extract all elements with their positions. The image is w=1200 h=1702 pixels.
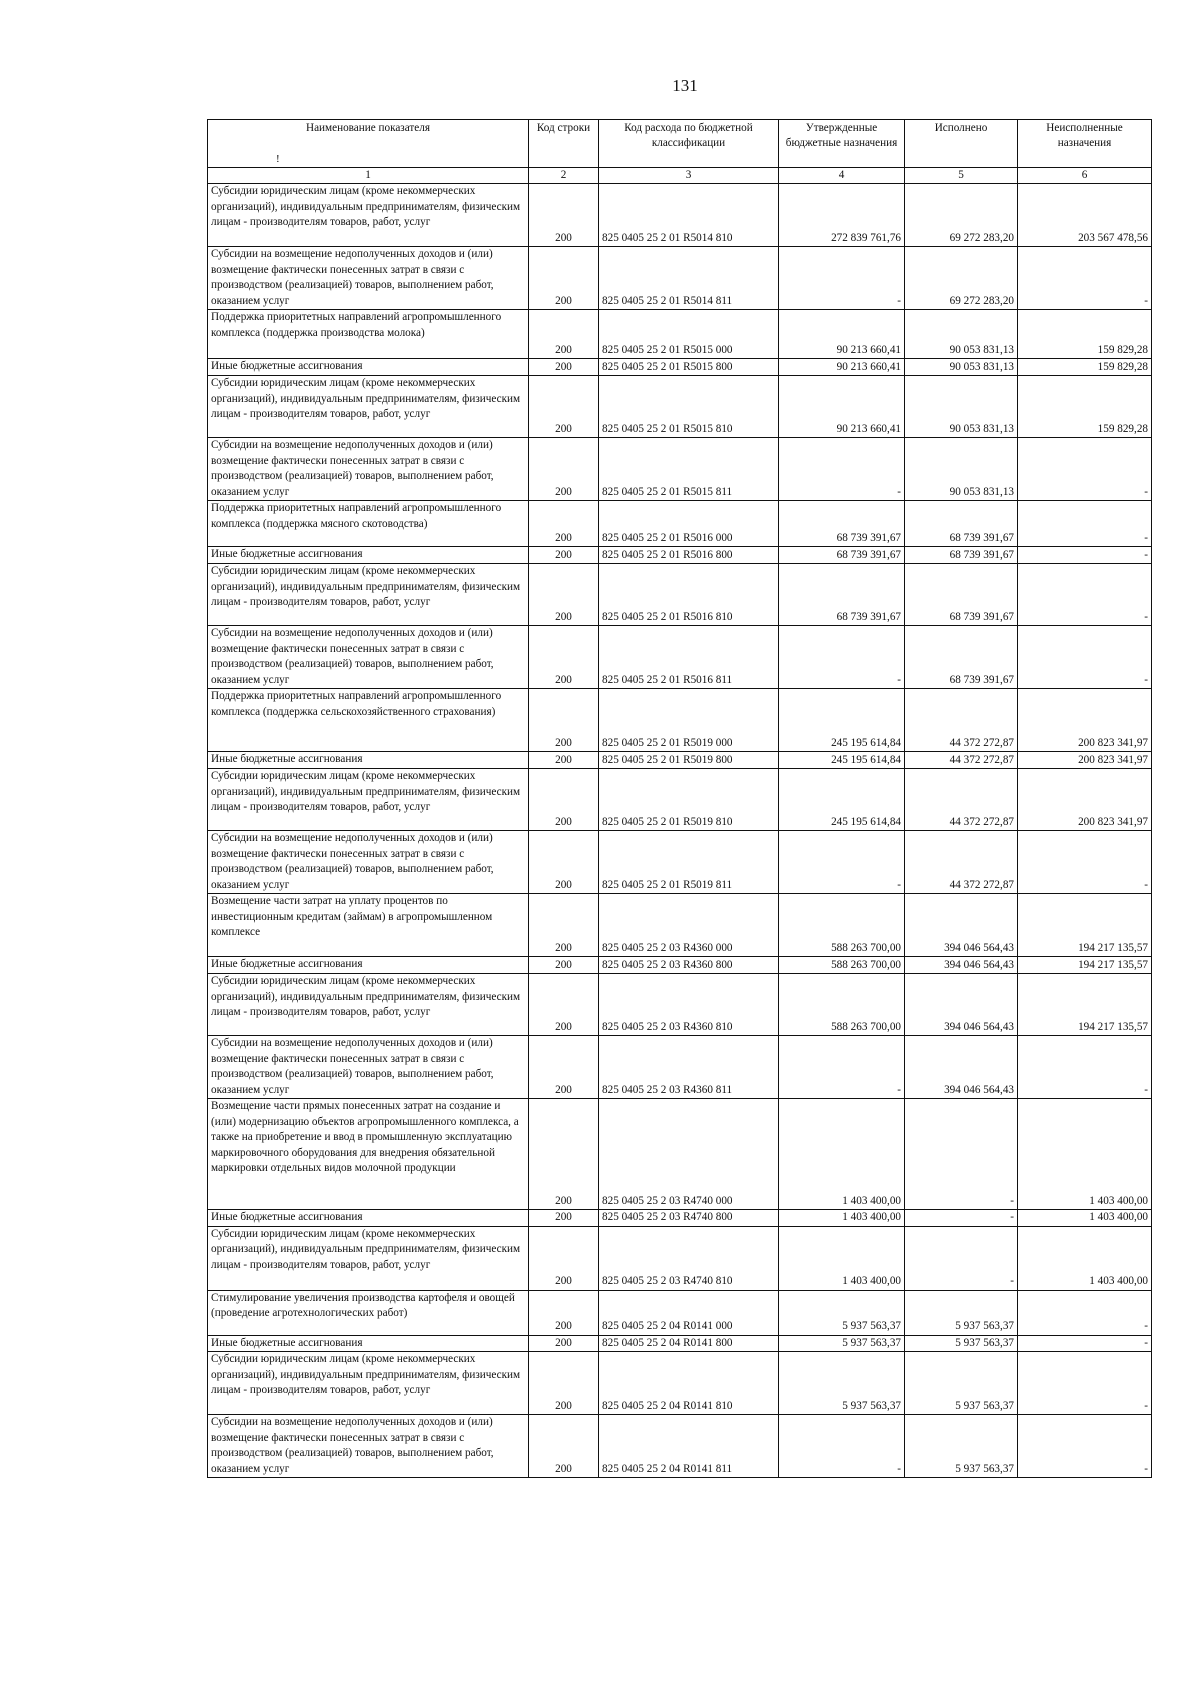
executed-amount-cell: 68 739 391,67 — [905, 626, 1018, 689]
indicator-name-cell: Иные бюджетные ассигнования — [208, 957, 529, 974]
table-row — [208, 359, 1152, 376]
line-code-cell: 200 — [529, 974, 599, 1036]
indicator-name-cell: Субсидии на возмещение недополученных доходов и (или) возмещение фактически понесенных затрат в связи с производством (реализацией) товаров, выполнением работ, оказанием услуг — [208, 438, 529, 501]
budget-code-cell: 825 0405 25 2 01 R5019 810 — [599, 769, 779, 831]
line-code-cell: 200 — [529, 626, 599, 689]
unexecuted-amount-cell: 194 217 135,57 — [1018, 957, 1152, 974]
approved-amount-cell: 588 263 700,00 — [779, 957, 905, 974]
line-code-cell: 200 — [529, 438, 599, 501]
budget-code-cell: 825 0405 25 2 03 R4740 800 — [599, 1210, 779, 1226]
executed-amount-cell: 394 046 564,43 — [905, 974, 1018, 1036]
approved-amount-cell: 5 937 563,37 — [779, 1290, 905, 1335]
budget-code-cell: 825 0405 25 2 03 R4740 810 — [599, 1226, 779, 1290]
table-row — [208, 957, 1152, 974]
unexecuted-amount-cell: 200 823 341,97 — [1018, 689, 1152, 752]
column-number: 3 — [599, 168, 779, 184]
table-row — [208, 1210, 1152, 1226]
approved-amount-cell: 90 213 660,41 — [779, 376, 905, 438]
indicator-name-cell: Возмещение части затрат на уплату процентов по инвестиционным кредитам (займам) в агропромышленном комплексе — [208, 894, 529, 957]
column-number: 4 — [779, 168, 905, 184]
approved-amount-cell: - — [779, 626, 905, 689]
executed-amount-cell: 90 053 831,13 — [905, 310, 1018, 359]
approved-amount-cell: 245 195 614,84 — [779, 689, 905, 752]
approved-amount-cell: 588 263 700,00 — [779, 974, 905, 1036]
approved-amount-cell: - — [779, 438, 905, 501]
approved-amount-cell: 5 937 563,37 — [779, 1335, 905, 1351]
line-code-cell: 200 — [529, 1290, 599, 1335]
executed-amount-cell: 44 372 272,87 — [905, 831, 1018, 894]
table-row — [208, 689, 1152, 752]
budget-code-cell: 825 0405 25 2 01 R5016 800 — [599, 547, 779, 564]
line-code-cell: 200 — [529, 184, 599, 247]
indicator-name-cell: Иные бюджетные ассигнования — [208, 752, 529, 769]
line-code-cell: 200 — [529, 689, 599, 752]
unexecuted-amount-cell: - — [1018, 1036, 1152, 1099]
executed-amount-cell: 5 937 563,37 — [905, 1352, 1018, 1415]
unexecuted-amount-cell: - — [1018, 1335, 1152, 1351]
indicator-name-cell: Поддержка приоритетных направлений агропромышленного комплекса (поддержка сельскохозяйственного страхования) — [208, 689, 529, 752]
budget-code-cell: 825 0405 25 2 04 R0141 000 — [599, 1290, 779, 1335]
unexecuted-amount-cell: - — [1018, 547, 1152, 564]
line-code-cell: 200 — [529, 957, 599, 974]
table-row — [208, 626, 1152, 689]
approved-amount-cell: 68 739 391,67 — [779, 501, 905, 547]
executed-amount-cell: 394 046 564,43 — [905, 1036, 1018, 1099]
executed-amount-cell: 44 372 272,87 — [905, 752, 1018, 769]
unexecuted-amount-cell: - — [1018, 1415, 1152, 1478]
indicator-name-cell: Субсидии на возмещение недополученных доходов и (или) возмещение фактически понесенных затрат в связи с производством (реализацией) товаров, выполнением работ, оказанием услуг — [208, 831, 529, 894]
approved-amount-cell: 245 195 614,84 — [779, 769, 905, 831]
unexecuted-amount-cell: 200 823 341,97 — [1018, 752, 1152, 769]
table-row — [208, 184, 1152, 247]
table-row — [208, 247, 1152, 310]
unexecuted-amount-cell: 1 403 400,00 — [1018, 1210, 1152, 1226]
budget-code-cell: 825 0405 25 2 01 R5016 811 — [599, 626, 779, 689]
line-code-cell: 200 — [529, 1335, 599, 1351]
executed-amount-cell: 69 272 283,20 — [905, 184, 1018, 247]
approved-amount-cell: 1 403 400,00 — [779, 1099, 905, 1210]
line-code-cell: 200 — [529, 564, 599, 626]
indicator-name-cell: Стимулирование увеличения производства картофеля и овощей (проведение агротехнологических работ) — [208, 1290, 529, 1335]
line-code-cell: 200 — [529, 310, 599, 359]
table-row — [208, 1352, 1152, 1415]
budget-code-cell: 825 0405 25 2 04 R0141 800 — [599, 1335, 779, 1351]
executed-amount-cell: 69 272 283,20 — [905, 247, 1018, 310]
header-unexecuted: Неисполненные назначения — [1018, 120, 1152, 168]
line-code-cell: 200 — [529, 1210, 599, 1226]
executed-amount-cell: - — [905, 1226, 1018, 1290]
line-code-cell: 200 — [529, 1226, 599, 1290]
budget-code-cell: 825 0405 25 2 04 R0141 811 — [599, 1415, 779, 1478]
line-code-cell: 200 — [529, 894, 599, 957]
budget-code-cell: 825 0405 25 2 01 R5016 810 — [599, 564, 779, 626]
line-code-cell: 200 — [529, 547, 599, 564]
indicator-name-cell: Субсидии на возмещение недополученных доходов и (или) возмещение фактически понесенных затрат в связи с производством (реализацией) товаров, выполнением работ, оказанием услуг — [208, 1415, 529, 1478]
unexecuted-amount-cell: 159 829,28 — [1018, 310, 1152, 359]
line-code-cell: 200 — [529, 1036, 599, 1099]
header-approved: Утвержденные бюджетные назначения — [779, 120, 905, 168]
header-tick-mark: ! — [276, 153, 280, 165]
approved-amount-cell: 1 403 400,00 — [779, 1226, 905, 1290]
header-indicator-name: Наименование показателя — [208, 120, 529, 168]
budget-code-cell: 825 0405 25 2 01 R5015 811 — [599, 438, 779, 501]
indicator-name-cell: Субсидии на возмещение недополученных доходов и (или) возмещение фактически понесенных затрат в связи с производством (реализацией) товаров, выполнением работ, оказанием услуг — [208, 1036, 529, 1099]
budget-code-cell: 825 0405 25 2 01 R5019 800 — [599, 752, 779, 769]
indicator-name-cell: Субсидии на возмещение недополученных доходов и (или) возмещение фактически понесенных затрат в связи с производством (реализацией) товаров, выполнением работ, оказанием услуг — [208, 626, 529, 689]
unexecuted-amount-cell: 194 217 135,57 — [1018, 974, 1152, 1036]
table-row — [208, 1335, 1152, 1351]
approved-amount-cell: - — [779, 1036, 905, 1099]
executed-amount-cell: 394 046 564,43 — [905, 894, 1018, 957]
table-row — [208, 894, 1152, 957]
indicator-name-cell: Субсидии юридическим лицам (кроме некоммерческих организаций), индивидуальным предпринимателям, физическим лицам - производителям товаров, работ, услуг — [208, 376, 529, 438]
budget-code-cell: 825 0405 25 2 01 R5014 810 — [599, 184, 779, 247]
indicator-name-cell: Иные бюджетные ассигнования — [208, 547, 529, 564]
unexecuted-amount-cell: 159 829,28 — [1018, 359, 1152, 376]
table-row — [208, 831, 1152, 894]
table-row — [208, 376, 1152, 438]
line-code-cell: 200 — [529, 769, 599, 831]
executed-amount-cell: 394 046 564,43 — [905, 957, 1018, 974]
unexecuted-amount-cell: 1 403 400,00 — [1018, 1099, 1152, 1210]
executed-amount-cell: 90 053 831,13 — [905, 376, 1018, 438]
unexecuted-amount-cell: - — [1018, 247, 1152, 310]
approved-amount-cell: - — [779, 247, 905, 310]
indicator-name-cell: Иные бюджетные ассигнования — [208, 1210, 529, 1226]
budget-code-cell: 825 0405 25 2 04 R0141 810 — [599, 1352, 779, 1415]
line-code-cell: 200 — [529, 1415, 599, 1478]
approved-amount-cell: 90 213 660,41 — [779, 359, 905, 376]
budget-code-cell: 825 0405 25 2 01 R5015 000 — [599, 310, 779, 359]
executed-amount-cell: 5 937 563,37 — [905, 1415, 1018, 1478]
unexecuted-amount-cell: 200 823 341,97 — [1018, 769, 1152, 831]
unexecuted-amount-cell: 1 403 400,00 — [1018, 1226, 1152, 1290]
table-row — [208, 1099, 1152, 1210]
budget-execution-table — [207, 119, 1152, 1478]
table-row — [208, 1290, 1152, 1335]
indicator-name-cell: Поддержка приоритетных направлений агропромышленного комплекса (поддержка мясного скотоводства) — [208, 501, 529, 547]
indicator-name-cell: Иные бюджетные ассигнования — [208, 1335, 529, 1351]
line-code-cell: 200 — [529, 752, 599, 769]
budget-code-cell: 825 0405 25 2 03 R4360 811 — [599, 1036, 779, 1099]
indicator-name-cell: Субсидии юридическим лицам (кроме некоммерческих организаций), индивидуальным предпринимателям, физическим лицам - производителям товаров, работ, услуг — [208, 564, 529, 626]
budget-code-cell: 825 0405 25 2 03 R4360 800 — [599, 957, 779, 974]
indicator-name-cell: Иные бюджетные ассигнования — [208, 359, 529, 376]
executed-amount-cell: 68 739 391,67 — [905, 564, 1018, 626]
unexecuted-amount-cell: 194 217 135,57 — [1018, 894, 1152, 957]
unexecuted-amount-cell: - — [1018, 1290, 1152, 1335]
line-code-cell: 200 — [529, 359, 599, 376]
table-row — [208, 547, 1152, 564]
unexecuted-amount-cell: 159 829,28 — [1018, 376, 1152, 438]
unexecuted-amount-cell: - — [1018, 1352, 1152, 1415]
approved-amount-cell: 588 263 700,00 — [779, 894, 905, 957]
header-executed: Исполнено — [905, 120, 1018, 168]
column-number: 1 — [208, 168, 529, 184]
budget-code-cell: 825 0405 25 2 01 R5015 800 — [599, 359, 779, 376]
budget-code-cell: 825 0405 25 2 01 R5016 000 — [599, 501, 779, 547]
executed-amount-cell: 5 937 563,37 — [905, 1335, 1018, 1351]
budget-code-cell: 825 0405 25 2 01 R5015 810 — [599, 376, 779, 438]
budget-code-cell: 825 0405 25 2 01 R5014 811 — [599, 247, 779, 310]
table-row — [208, 501, 1152, 547]
executed-amount-cell: 90 053 831,13 — [905, 359, 1018, 376]
table-row — [208, 1226, 1152, 1290]
page-number: 131 — [672, 76, 698, 95]
table-row — [208, 769, 1152, 831]
approved-amount-cell: 68 739 391,67 — [779, 564, 905, 626]
executed-amount-cell: 5 937 563,37 — [905, 1290, 1018, 1335]
line-code-cell: 200 — [529, 376, 599, 438]
budget-code-cell: 825 0405 25 2 03 R4360 810 — [599, 974, 779, 1036]
column-number: 2 — [529, 168, 599, 184]
budget-code-cell: 825 0405 25 2 03 R4740 000 — [599, 1099, 779, 1210]
executed-amount-cell: 68 739 391,67 — [905, 501, 1018, 547]
column-number: 5 — [905, 168, 1018, 184]
line-code-cell: 200 — [529, 247, 599, 310]
indicator-name-cell: Субсидии юридическим лицам (кроме некоммерческих организаций), индивидуальным предпринимателям, физическим лицам - производителям товаров, работ, услуг — [208, 974, 529, 1036]
table-row — [208, 752, 1152, 769]
unexecuted-amount-cell: - — [1018, 831, 1152, 894]
table-row — [208, 310, 1152, 359]
table-row — [208, 1036, 1152, 1099]
line-code-cell: 200 — [529, 831, 599, 894]
table-row — [208, 974, 1152, 1036]
table-row — [208, 438, 1152, 501]
unexecuted-amount-cell: - — [1018, 438, 1152, 501]
budget-code-cell: 825 0405 25 2 01 R5019 000 — [599, 689, 779, 752]
executed-amount-cell: 44 372 272,87 — [905, 769, 1018, 831]
header-row — [208, 120, 1152, 168]
executed-amount-cell: 68 739 391,67 — [905, 547, 1018, 564]
approved-amount-cell: 5 937 563,37 — [779, 1352, 905, 1415]
unexecuted-amount-cell: 203 567 478,56 — [1018, 184, 1152, 247]
indicator-name-cell: Субсидии юридическим лицам (кроме некоммерческих организаций), индивидуальным предпринимателям, физическим лицам - производителям товаров, работ, услуг — [208, 769, 529, 831]
budget-code-cell: 825 0405 25 2 03 R4360 000 — [599, 894, 779, 957]
unexecuted-amount-cell: - — [1018, 501, 1152, 547]
column-number-row — [208, 168, 1152, 184]
line-code-cell: 200 — [529, 1352, 599, 1415]
approved-amount-cell: - — [779, 1415, 905, 1478]
executed-amount-cell: - — [905, 1099, 1018, 1210]
unexecuted-amount-cell: - — [1018, 564, 1152, 626]
executed-amount-cell: - — [905, 1210, 1018, 1226]
approved-amount-cell: - — [779, 831, 905, 894]
header-line-code: Код строки — [529, 120, 599, 168]
indicator-name-cell: Субсидии юридическим лицам (кроме некоммерческих организаций), индивидуальным предпринимателям, физическим лицам - производителям товаров, работ, услуг — [208, 184, 529, 247]
indicator-name-cell: Субсидии юридическим лицам (кроме некоммерческих организаций), индивидуальным предпринимателям, физическим лицам - производителям товаров, работ, услуг — [208, 1226, 529, 1290]
approved-amount-cell: 68 739 391,67 — [779, 547, 905, 564]
unexecuted-amount-cell: - — [1018, 626, 1152, 689]
indicator-name-cell: Возмещение части прямых понесенных затрат на создание и (или) модернизацию объектов агропромышленного комплекса, а также на приобретение и ввод в промышленную эксплуатацию маркировочного оборудования для внедрения обязательной маркировки отдельных видов молочной продукции — [208, 1099, 529, 1210]
budget-code-cell: 825 0405 25 2 01 R5019 811 — [599, 831, 779, 894]
table-row — [208, 1415, 1152, 1478]
approved-amount-cell: 1 403 400,00 — [779, 1210, 905, 1226]
indicator-name-cell: Субсидии на возмещение недополученных доходов и (или) возмещение фактически понесенных затрат в связи с производством (реализацией) товаров, выполнением работ, оказанием услуг — [208, 247, 529, 310]
approved-amount-cell: 90 213 660,41 — [779, 310, 905, 359]
executed-amount-cell: 44 372 272,87 — [905, 689, 1018, 752]
approved-amount-cell: 272 839 761,76 — [779, 184, 905, 247]
header-budget-code: Код расхода по бюджетной классификации — [599, 120, 779, 168]
table-row — [208, 564, 1152, 626]
executed-amount-cell: 90 053 831,13 — [905, 438, 1018, 501]
line-code-cell: 200 — [529, 501, 599, 547]
column-number: 6 — [1018, 168, 1152, 184]
indicator-name-cell: Субсидии юридическим лицам (кроме некоммерческих организаций), индивидуальным предпринимателям, физическим лицам - производителям товаров, работ, услуг — [208, 1352, 529, 1415]
approved-amount-cell: 245 195 614,84 — [779, 752, 905, 769]
indicator-name-cell: Поддержка приоритетных направлений агропромышленного комплекса (поддержка производства молока) — [208, 310, 529, 359]
line-code-cell: 200 — [529, 1099, 599, 1210]
